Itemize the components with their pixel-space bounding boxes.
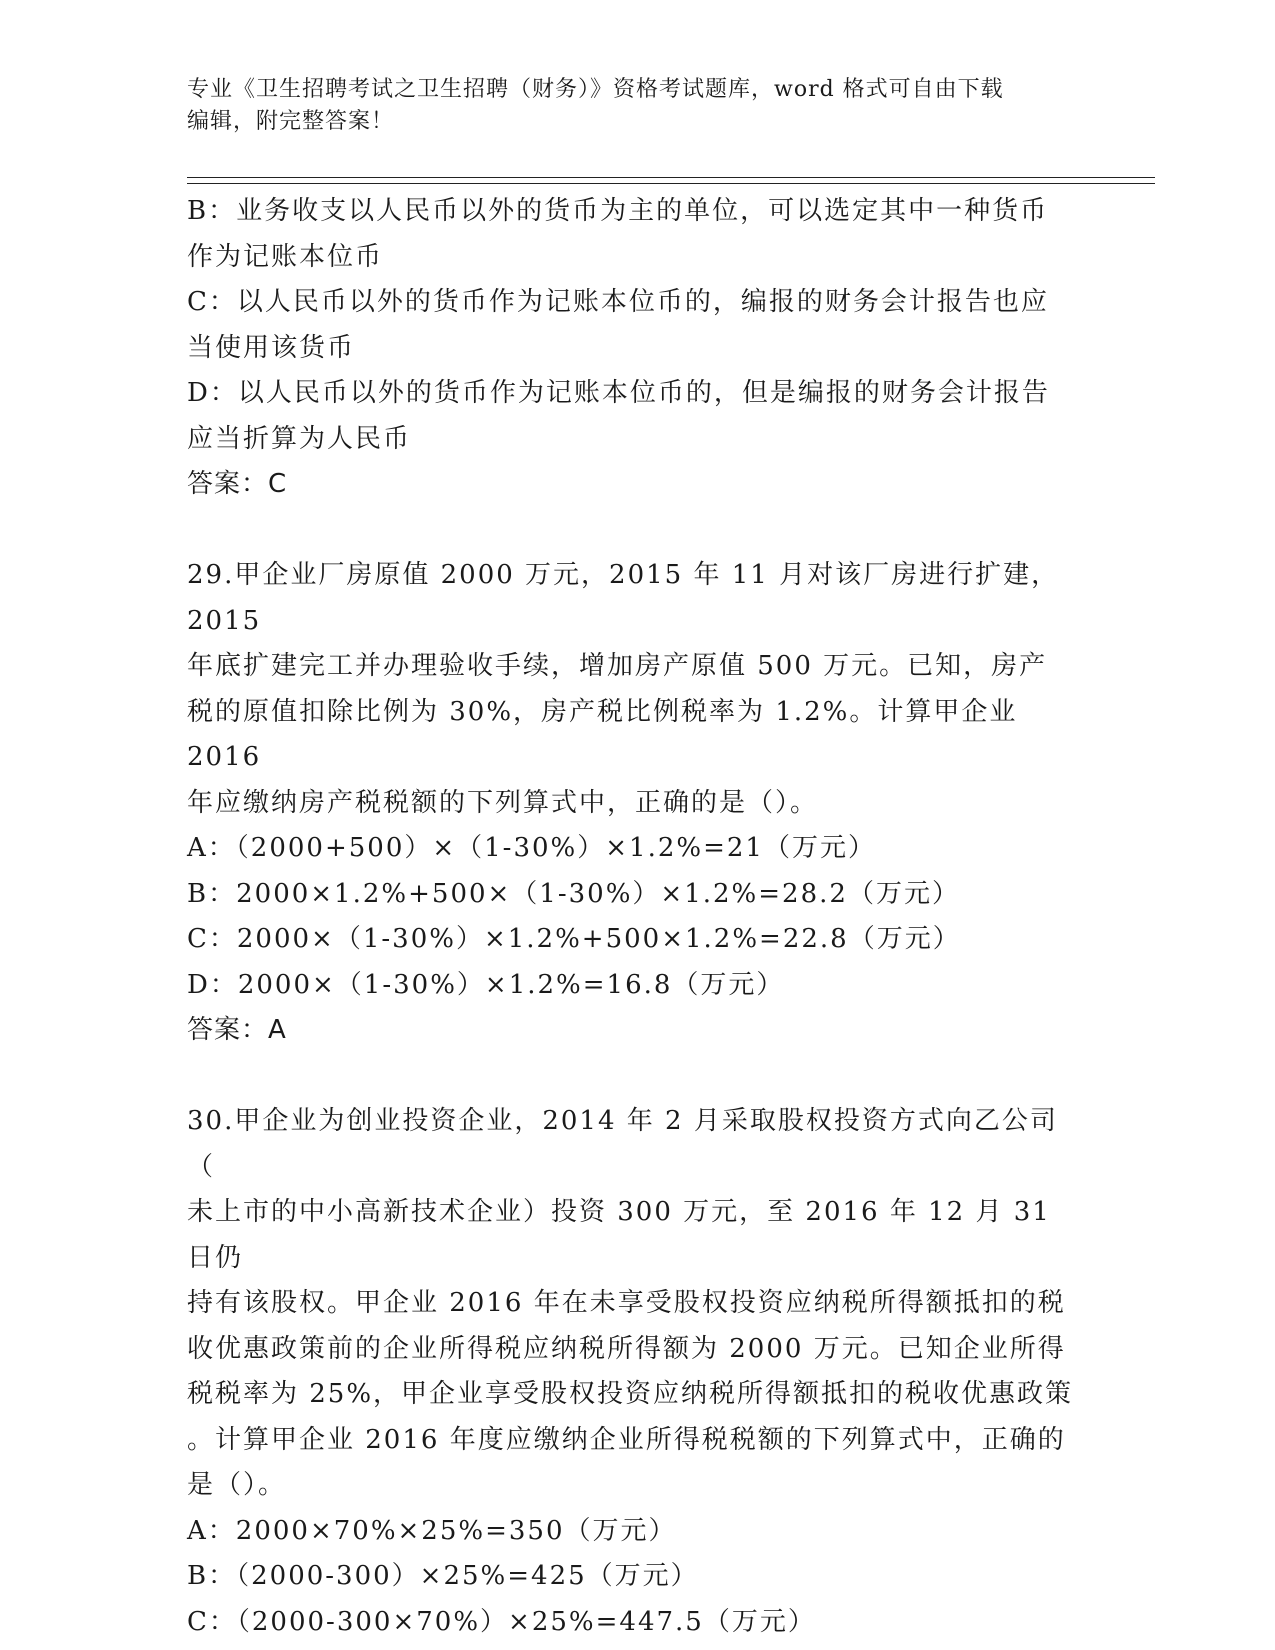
q30-stem-line: 。计算甲企业 2016 年度应缴纳企业所得税税额的下列算式中，正确的 <box>187 1424 1066 1455</box>
header-rule-bottom <box>187 183 1155 184</box>
document-header <box>187 74 1067 138</box>
q28-option-b-line-2: 作为记账本位币 <box>187 241 384 272</box>
q30-option-c: C：（2000-300×70%）×25%=447.5（万元） <box>187 1606 816 1637</box>
q28-option-b-line-1: B：业务收支以人民币以外的货币为主的单位，可以选定其中一种货币 <box>187 196 1049 226</box>
q30-option-b: B：（2000-300）×25%=425（万元） <box>187 1561 699 1591</box>
q30-stem-line: 未上市的中小高新技术企业）投资 300 万元，至 2016 年 12 月 31 日仍 <box>187 1197 1051 1273</box>
q29-option-a: A：（2000+500）×（1-30%）×1.2%=21（万元） <box>187 833 876 863</box>
q29-option-d: D：2000×（1-30%）×1.2%=16.8（万元） <box>187 969 785 1000</box>
q29-answer: 答案：A <box>187 1015 287 1045</box>
header-line-1: 专业《卫生招聘考试之卫生招聘（财务）》资格考试题库，word 格式可自由下载 <box>187 77 1004 102</box>
q30-stem-line: 税税率为 25%，甲企业享受股权投资应纳税所得额抵扣的税收优惠政策 <box>187 1379 1074 1409</box>
q28-option-c-line-2: 当使用该货币 <box>187 332 356 363</box>
header-rule-top <box>187 177 1155 178</box>
q29-stem-line: 29.甲企业厂房原值 2000 万元，2015 年 11 月对该厂房进行扩建，2015 <box>187 560 1060 636</box>
spacer <box>187 508 1082 554</box>
q29-option-c: C：2000×（1-30%）×1.2%+500×1.2%=22.8（万元） <box>187 924 961 954</box>
q30-stem-line: 是（）。 <box>187 1470 287 1500</box>
q30-stem-line: 持有该股权。甲企业 2016 年在未享受股权投资应纳税所得额抵扣的税 <box>187 1288 1066 1318</box>
q30-option-a: A：2000×70%×25%=350（万元） <box>187 1515 677 1546</box>
spacer <box>187 1054 1082 1100</box>
document-body <box>187 189 1082 1645</box>
header-line-2: 编辑，附完整答案！ <box>187 109 395 134</box>
q28-option-c-line-1: C：以人民币以外的货币作为记账本位币的，编报的财务会计报告也应 <box>187 287 1049 317</box>
q29-option-b: B：2000×1.2%+500×（1-30%）×1.2%=28.2（万元） <box>187 878 960 909</box>
q28-option-d-line-2: 应当折算为人民币 <box>187 423 412 454</box>
q29-stem-line: 税的原值扣除比例为 30%，房产税比例税率为 1.2%。计算甲企业 2016 <box>187 696 1018 772</box>
q29-stem-line: 年应缴纳房产税税额的下列算式中，正确的是（）。 <box>187 787 819 818</box>
q30-stem-line: 30.甲企业为创业投资企业，2014 年 2 月采取股权投资方式向乙公司（ <box>187 1106 1058 1182</box>
q28-answer: 答案：C <box>187 469 288 499</box>
q28-option-d-line-1: D：以人民币以外的货币作为记账本位币的，但是编报的财务会计报告 <box>187 378 1050 408</box>
q30-stem-line: 收优惠政策前的企业所得税应纳税所得额为 2000 万元。已知企业所得 <box>187 1333 1066 1364</box>
q29-stem-line: 年底扩建完工并办理验收手续，增加房产原值 500 万元。已知，房产 <box>187 651 1048 681</box>
